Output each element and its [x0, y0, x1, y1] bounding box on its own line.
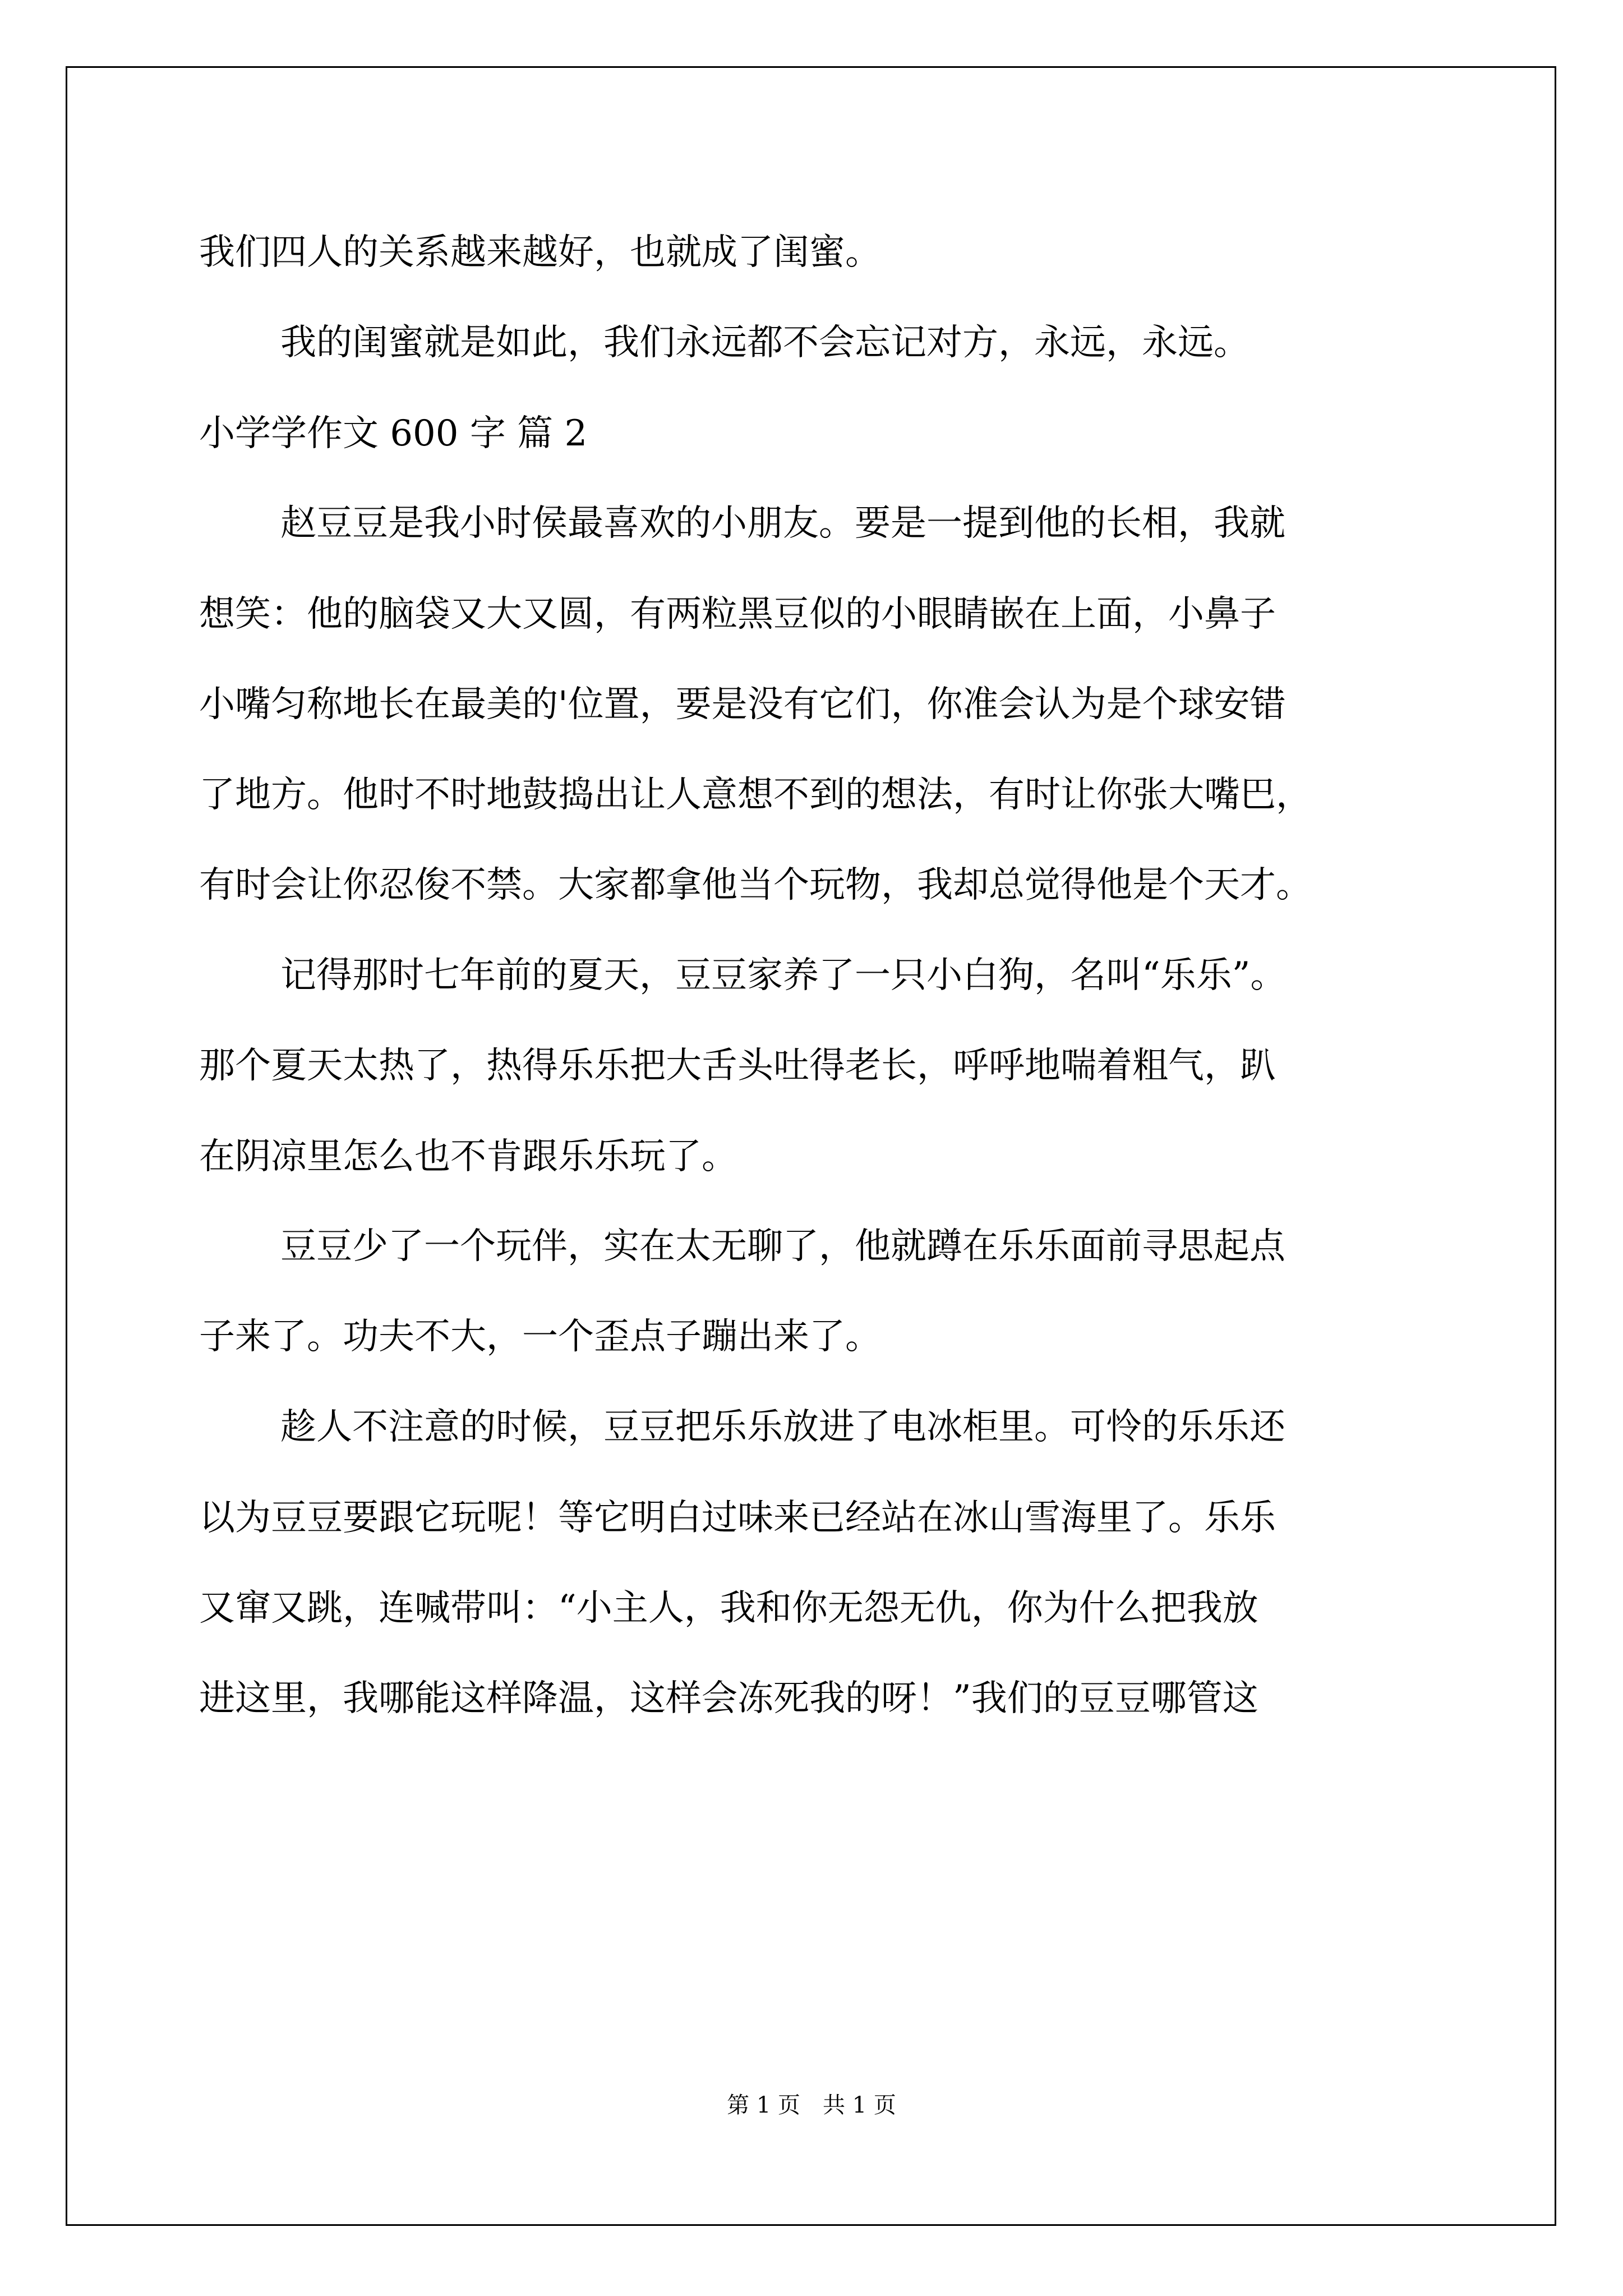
- text-line-5: 小嘴匀称地长在最美的'位置，要是没有它们，你准会认为是个球安错: [199, 684, 1286, 725]
- text-line-1: 我们四人的关系越来越好，也就成了闺蜜。: [199, 232, 881, 273]
- text-line-3: 赵豆豆是我小时侯最喜欢的小朋友。要是一提到他的长相，我就: [280, 503, 1285, 544]
- text-line-11: 豆豆少了一个玩伴，实在太无聊了，他就蹲在乐乐面前寻思起点: [280, 1226, 1285, 1267]
- text-line-7: 有时会让你忍俊不禁。大家都拿他当个玩物，我却总觉得他是个天才。: [199, 864, 1312, 906]
- text-line-14: 以为豆豆要跟它玩呢！等它明白过味来已经站在冰山雪海里了。乐乐: [199, 1497, 1276, 1539]
- text-line-4: 想笑：他的脑袋又大又圆，有两粒黑豆似的小眼睛嵌在上面，小鼻子: [199, 593, 1276, 635]
- section-heading: 小学学作文 600 字 篇 2: [199, 413, 588, 454]
- text-line-15: 又窜又跳，连喊带叫：“小主人，我和你无怨无仇，你为什么把我放: [199, 1588, 1258, 1629]
- text-line-6: 了地方。他时不时地鼓捣出让人意想不到的想法，有时让你张大嘴巴，: [199, 774, 1312, 816]
- text-line-8: 记得那时七年前的夏天，豆豆家养了一只小白狗，名叫“乐乐”。: [280, 955, 1287, 996]
- page-footer: 第 1 页 共 1 页: [727, 2092, 896, 2118]
- text-line-9: 那个夏天太热了，热得乐乐把大舌头吐得老长，呼呼地喘着粗气，趴: [199, 1045, 1276, 1087]
- text-line-16: 进这里，我哪能这样降温，这样会冻死我的呀！”我们的豆豆哪管这: [199, 1678, 1258, 1719]
- text-line-2: 我的闺蜜就是如此，我们永远都不会忘记对方，永远，永远。: [280, 322, 1249, 364]
- text-line-12: 子来了。功夫不大，一个歪点子蹦出来了。: [199, 1316, 881, 1358]
- text-line-13: 趁人不注意的时候，豆豆把乐乐放进了电冰柜里。可怜的乐乐还: [280, 1406, 1285, 1448]
- text-line-10: 在阴凉里怎么也不肯跟乐乐玩了。: [199, 1136, 737, 1177]
